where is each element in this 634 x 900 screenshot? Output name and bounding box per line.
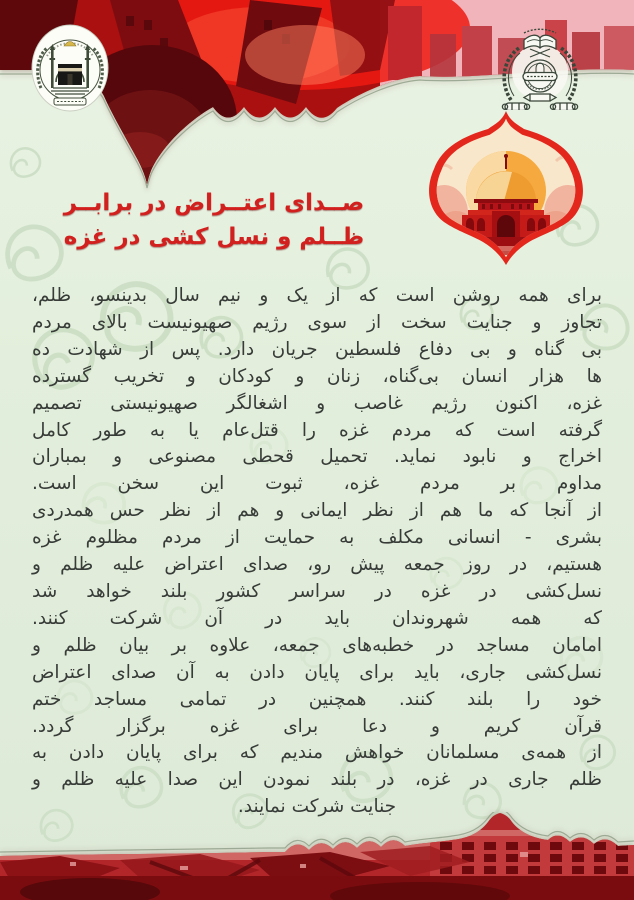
- statement-line: مداوم بر مردم غزه، ثبوت این سخن است.: [32, 473, 602, 495]
- statement-line: از آنجا که ما هم از نظر ایمانی و هم از نظر حس همدردی: [32, 500, 602, 522]
- dome-of-the-rock-illustration: [416, 109, 596, 267]
- title-line-1: صــدای اعتــراض در برابــر: [63, 190, 365, 216]
- statement-line: ها هزار انسان بی‌گناه، زنان و کودکان و تخریب گسترده: [32, 365, 602, 387]
- statement-line: خود را بلند کنند. همچنین در تمامی مساجد ختم: [32, 688, 602, 710]
- statement-line: تجاوز و جنایت سخت از سوی رژیم صهیونیست بالای مردم: [32, 311, 602, 333]
- statement-line: غزه، اکنون رژیم غاصب و اشغالگر صهیونیستی تصمیم: [32, 392, 602, 414]
- statement-line: هستیم، در روز جمعه پیش رو، صدای اعتراض علیه ظلم و: [32, 554, 602, 576]
- statement-line: بشری - انسانی مکلف به حمایت از مردم مظلوم غزه: [32, 527, 602, 549]
- title-line-2: ظــلم و نسل کشی در غزه: [63, 224, 365, 250]
- statement-line: بی گناه و بی دفاع فلسطین جریان دارد. پس از شهادت ده: [32, 338, 602, 360]
- statement-line: که همه شهروندان باید در آن شرکت کنند.: [32, 607, 602, 629]
- ministry-kaaba-emblem-icon: [31, 24, 109, 112]
- statement-line: ظلم جاری در غزه، در بلند نمودن این صدا علیه ظلم و: [32, 769, 602, 791]
- emirate-quran-emblem-icon: [497, 26, 583, 110]
- statement-text: [32, 283, 602, 821]
- poster-title: [40, 186, 388, 254]
- statement-line: گرفته است که مردم غزه را قتل‌عام یا به طور کامل: [32, 419, 602, 441]
- statement-line: اخراج و نابود نماید. تحمیل قحطی مصنوعی و بمباران: [32, 446, 602, 468]
- statement-line: نسل‌کشی در غزه در سراسر کشور بلند خواهد شد: [32, 580, 602, 602]
- statement-line: نسل‌کشی جاری، باید برای پایان دادن به آن صدای اعتراض: [32, 661, 602, 683]
- statement-line: قرآن کریم و دعا برای غزه برگزار گردد.: [32, 715, 602, 737]
- statement-line: از همه‌ی مسلمانان خواهش مندیم که برای پایان دادن به: [32, 742, 602, 764]
- statement-line-last: جنایت شرکت نمایند.: [237, 796, 397, 818]
- statement-line: برای همه روشن است که از یک و نیم سال بدینسو، ظلم،: [32, 285, 602, 306]
- statement-line: امامان مساجد در خطبه‌های جمعه، علاوه بر بیان ظلم و: [32, 634, 602, 656]
- bottom-destruction-photo: [0, 812, 634, 900]
